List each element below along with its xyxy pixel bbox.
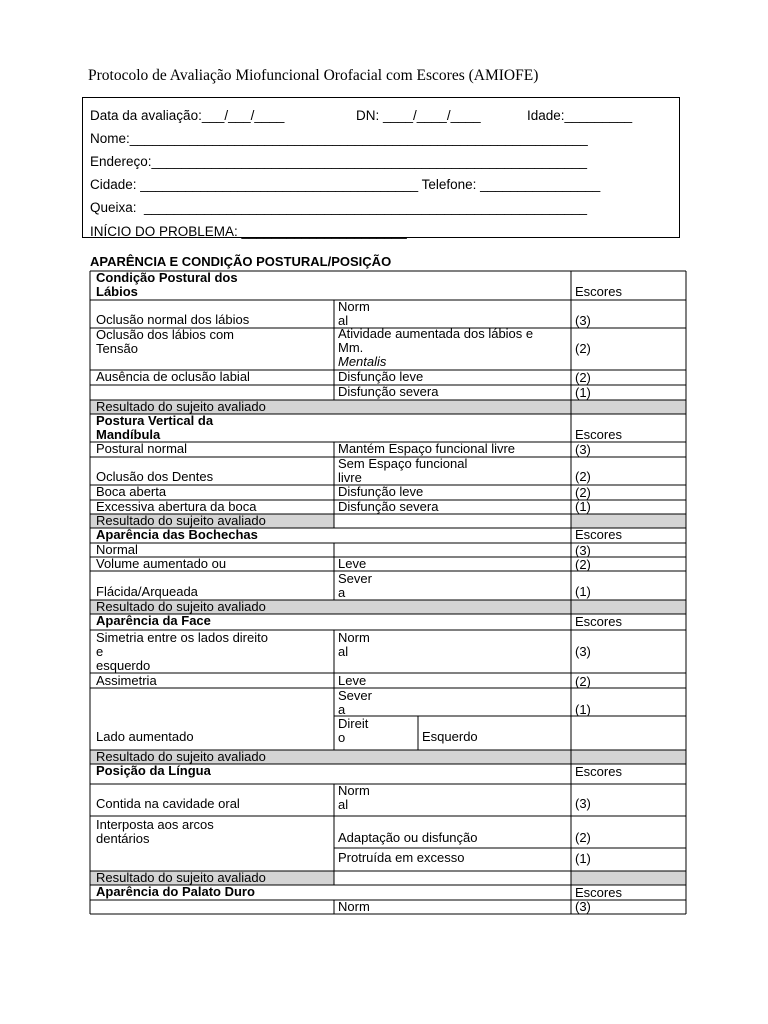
evaluation-date-field[interactable]: Data da avaliação:___/___/____ <box>90 108 285 123</box>
complaint-field[interactable]: Queixa: ___________________________________________________________ <box>90 200 588 215</box>
mandible-row4-score: (1) <box>575 499 591 514</box>
mandible-row4-desc: Disfunção severa <box>338 499 439 514</box>
tongue-row2-label: Interposta aos arcos dentários <box>96 817 214 846</box>
mandible-row1-desc: Mantém Espaço funcional livre <box>338 441 516 456</box>
face-row2-desc: Leve <box>338 673 367 688</box>
mandible-row3-score: (2) <box>575 485 591 500</box>
lips-row2-score: (2) <box>575 341 591 356</box>
tongue-heading: Posição da Língua <box>96 763 211 778</box>
face-row4-label: Lado aumentado <box>96 729 194 744</box>
lips-row4-desc: Disfunção severa <box>338 384 439 399</box>
cheeks-row1-label: Normal <box>96 542 138 557</box>
city-phone-field[interactable]: Cidade: _____________________________________ Telefone: ________________ <box>90 177 601 192</box>
scores-header: Escores <box>575 764 622 779</box>
lips-row2-desc: Atividade aumentada dos lábios e Mm. <box>338 326 534 355</box>
palate-row1-score: (3) <box>575 899 591 914</box>
mandible-row2-desc: Sem Espaço funcional livre <box>338 456 468 485</box>
scores-header: Escores <box>575 427 622 442</box>
cheeks-row2-desc: Leve <box>338 556 367 571</box>
cheeks-result-label: Resultado do sujeito avaliado <box>96 599 266 614</box>
lips-row1-label: Oclusão normal dos lábios <box>96 312 250 327</box>
birth-date-field[interactable]: DN: ____/____/____ <box>356 108 481 123</box>
tongue-row1-desc: Norm al <box>338 783 370 812</box>
cheeks-row2-score: (2) <box>575 557 591 572</box>
lips-row3-desc: Disfunção leve <box>338 369 424 384</box>
tongue-row3-score: (1) <box>575 851 591 866</box>
tongue-row1-label: Contida na cavidade oral <box>96 796 240 811</box>
name-field[interactable]: Nome:_____________________________________________________________ <box>90 131 588 146</box>
section-title: APARÊNCIA E CONDIÇÃO POSTURAL/POSIÇÃO <box>90 254 392 269</box>
mandible-row1-score: (3) <box>575 442 591 457</box>
palate-row1-desc: Norm <box>338 899 370 914</box>
mandible-heading: Postura Vertical da Mandíbula <box>96 413 214 442</box>
mandible-row3-desc: Disfunção leve <box>338 484 424 499</box>
cheeks-row3-desc: Sever a <box>338 571 372 600</box>
mandible-row3-label: Boca aberta <box>96 484 167 499</box>
lips-row3-score: (2) <box>575 370 591 385</box>
mandible-row2-label: Oclusão dos Dentes <box>96 469 214 484</box>
mandible-row1-label: Postural normal <box>96 441 188 456</box>
lips-row2-label: Oclusão dos lábios com Tensão <box>96 327 235 356</box>
lips-row4-score: (1) <box>575 385 591 400</box>
mandible-row4-label: Excessiva abertura da boca <box>96 499 257 514</box>
face-left-side-option[interactable]: Esquerdo <box>422 729 478 744</box>
cheeks-row1-score: (3) <box>575 543 591 558</box>
cheeks-row3-label: Flácida/Arqueada <box>96 584 198 599</box>
tongue-row1-score: (3) <box>575 796 591 811</box>
problem-onset-field[interactable]: INÍCIO DO PROBLEMA: ______________________ <box>90 224 407 239</box>
tongue-result-label: Resultado do sujeito avaliado <box>96 870 266 885</box>
scores-header: Escores <box>575 284 622 299</box>
lips-result-label: Resultado do sujeito avaliado <box>96 399 266 414</box>
palate-heading: Aparência do Palato Duro <box>96 884 255 899</box>
face-right-side-option[interactable]: Direit o <box>338 716 369 745</box>
lips-row3-label: Ausência de oclusão labial <box>96 369 250 384</box>
scores-header: Escores <box>575 614 622 629</box>
mandible-result-label: Resultado do sujeito avaliado <box>96 513 266 528</box>
mandible-row2-score: (2) <box>575 469 591 484</box>
lips-row2-desc-italic: Mentalis <box>338 354 387 369</box>
face-row1-label: Simetria entre os lados direito e esquerdo <box>96 630 268 673</box>
face-result-label: Resultado do sujeito avaliado <box>96 749 266 764</box>
face-row2-label: Assimetria <box>96 673 157 688</box>
face-row3-score: (1) <box>575 702 591 717</box>
lips-row1-desc: Norm al <box>338 299 370 328</box>
cheeks-row3-score: (1) <box>575 584 591 599</box>
face-row2-score: (2) <box>575 674 591 689</box>
cheeks-heading: Aparência das Bochechas <box>96 527 258 542</box>
cheeks-row2-label: Volume aumentado ou <box>96 556 227 571</box>
tongue-row2-score: (2) <box>575 830 591 845</box>
face-heading: Aparência da Face <box>96 613 211 628</box>
face-row1-desc: Norm al <box>338 630 370 659</box>
address-field[interactable]: Endereço:__________________________________________________________ <box>90 154 588 169</box>
document-title: Protocolo de Avaliação Miofuncional Orofacial com Escores (AMIOFE) <box>88 67 539 84</box>
tongue-row3-desc: Protruída em excesso <box>338 850 465 865</box>
face-row1-score: (3) <box>575 644 591 659</box>
lips-heading: Condição Postural dos Lábios <box>96 270 238 299</box>
face-row3-desc: Sever a <box>338 688 372 717</box>
scores-header: Escores <box>575 885 622 900</box>
age-field[interactable]: Idade:_________ <box>527 108 633 123</box>
scores-header: Escores <box>575 527 622 542</box>
lips-row1-score: (3) <box>575 313 591 328</box>
tongue-row2-desc: Adaptação ou disfunção <box>338 830 478 845</box>
